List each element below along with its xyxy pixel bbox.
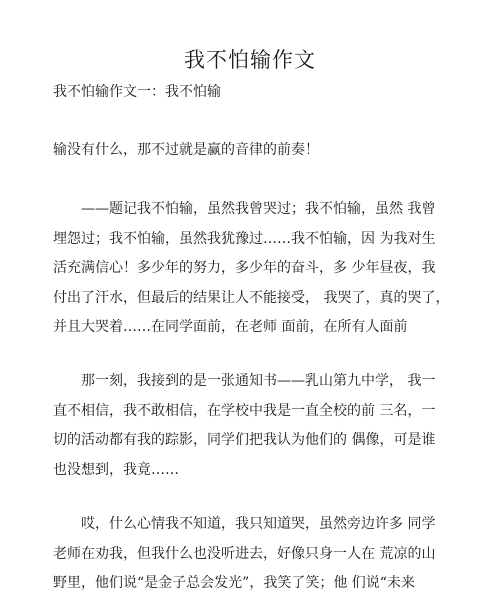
- paragraph-2: [53, 367, 453, 485]
- paragraph-line: 付出了汗水，但最后的结果让人不能接受， 我哭了，真的哭了，: [53, 289, 450, 306]
- paragraph-line: ——题记我不怕输，虽然我曾哭过；我不怕输，虽然 我曾: [81, 201, 436, 217]
- paragraph-line: 切的活动都有我的踪影，同学们把我认为他们的 偶像，可是谁: [53, 432, 436, 448]
- document-subtitle: 我不怕输作文一：我不怕输: [53, 84, 221, 100]
- lead-sentence: 输没有什么，那不过就是赢的音律的前奏！: [53, 142, 319, 158]
- paragraph-line: 哎，什么心情我不知道，我只知道哭，虽然旁边许多 同学: [81, 516, 436, 532]
- paragraph-line: 野里，他们说“是金子总会发光”，我笑了笑；他 们说“未来: [53, 575, 415, 591]
- paragraph-1: [53, 195, 453, 343]
- document-title: 我不怕输作文: [184, 48, 316, 72]
- paragraph-line: 那一刻，我接到的是一张通知书——乳山第九中学， 我一: [81, 373, 436, 389]
- paragraph-line: 老师在劝我，但我什么也没听进去，好像只身一人在 荒凉的山: [53, 545, 436, 562]
- paragraph-3: [53, 510, 453, 591]
- paragraph-line: 埋怨过；我不怕输，虽然我犹豫过……我不怕输，因 为我对生: [53, 230, 436, 247]
- paragraph-line: 活充满信心！多少年的努力，多少年的奋斗，多 少年昼夜，我: [53, 260, 436, 276]
- paragraph-line: 也没想到，我竟……: [53, 461, 179, 478]
- paragraph-line: 直不相信，我不敢相信，在学校中我是一直全校的前 三名，一: [53, 402, 436, 419]
- paragraph-line: 并且大哭着……在同学面前，在老师 面前，在所有人面前: [53, 319, 408, 335]
